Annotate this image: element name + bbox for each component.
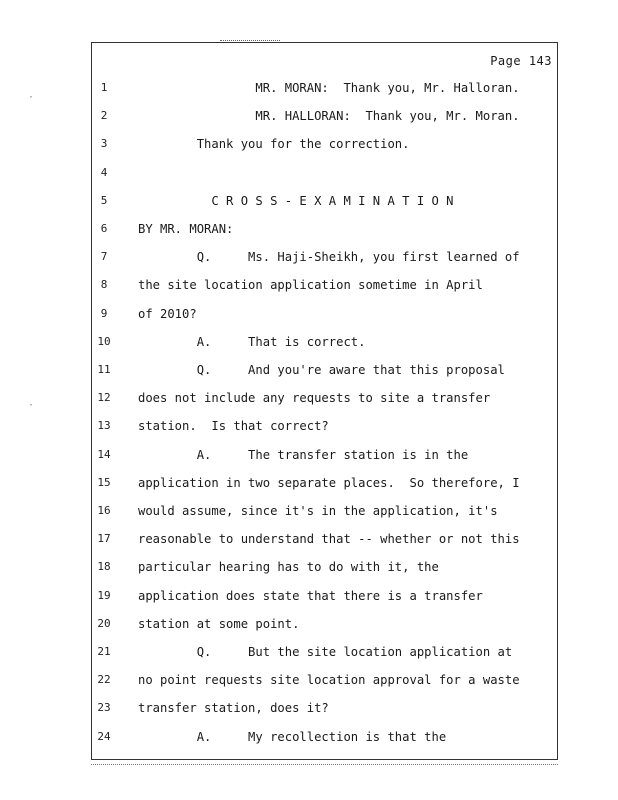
line-number: 5 [100,193,108,207]
line-number: 11 [97,363,111,376]
line-text: station at some point. [138,616,300,631]
transcript-line [0,362,618,378]
line-text: application does state that there is a transfer [138,588,483,603]
transcript-line [0,700,618,716]
line-text: A. The transfer station is in the [138,447,469,462]
transcript-line [0,644,618,660]
line-text: MR. MORAN: Thank you, Mr. Halloran. [138,81,520,95]
line-text: no point requests site location approval for a waste [138,673,520,688]
line-text: station. Is that correct? [138,419,329,434]
line-text: Thank you for the correction. [138,137,410,152]
line-number: 4 [100,165,108,179]
line-text: Q. Ms. Haji-Sheikh, you first learned of [138,250,520,265]
line-number: 9 [100,306,108,320]
line-number: 12 [97,391,111,405]
line-number: 8 [100,278,108,292]
line-number: 1 [100,81,108,94]
transcript-line [0,221,618,237]
transcript-line [0,729,618,745]
line-number: 3 [100,137,108,151]
line-text: A. That is correct. [138,334,366,349]
line-number: 24 [97,729,111,743]
line-text: reasonable to understand that -- whether or not this [138,532,520,547]
margin-mark: · [28,92,35,103]
line-number: 17 [97,532,111,546]
line-text: BY MR. MORAN: [138,222,234,236]
page-number-label: Page 143 [490,54,552,68]
line-number: 18 [97,560,111,574]
line-number: 20 [97,616,111,630]
line-text: C R O S S - E X A M I N A T I O N [138,193,454,208]
transcript-line [0,447,618,463]
transcript-line [0,503,618,519]
line-number: 10 [97,334,111,348]
transcript-line [0,193,618,209]
line-text: Q. But the site location application at [138,645,513,659]
line-text: does not include any requests to site a transfer [138,391,491,406]
transcript-line [0,672,618,688]
transcript-line [0,277,618,293]
transcript-line [0,136,618,152]
line-number: 13 [97,419,111,433]
transcript-line [0,616,618,632]
line-text: of 2010? [138,306,197,321]
transcript-line [0,80,618,96]
top-rule [220,40,280,41]
transcript-line [0,475,618,491]
transcript-line [0,165,618,181]
line-number: 23 [97,701,111,715]
line-text: transfer station, does it? [138,701,329,716]
transcript-line [0,531,618,547]
line-number: 21 [97,645,111,658]
line-text: would assume, since it's in the application, it's [138,504,498,518]
bottom-rule [91,764,558,765]
line-text: A. My recollection is that the [138,729,447,744]
line-text: MR. HALLORAN: Thank you, Mr. Moran. [138,109,520,124]
line-number: 15 [97,475,111,489]
line-number: 6 [100,222,108,235]
transcript-line [0,559,618,575]
transcript-line [0,108,618,124]
line-number: 7 [100,250,108,264]
transcript-line [0,334,618,350]
line-text: application in two separate places. So therefore, I [138,475,520,490]
line-text: particular hearing has to do with it, the [138,560,439,575]
margin-mark: · [28,400,35,411]
line-number: 19 [97,588,111,602]
line-number: 16 [97,504,111,517]
transcript-line [0,249,618,265]
transcript-line [0,418,618,434]
transcript-line [0,588,618,604]
transcript-line [0,390,618,406]
line-text: the site location application sometime in April [138,278,483,293]
line-number: 14 [97,447,111,461]
line-number: 2 [100,109,108,123]
transcript-line [0,306,618,322]
line-number: 22 [97,673,111,687]
line-text: Q. And you're aware that this proposal [138,363,505,377]
